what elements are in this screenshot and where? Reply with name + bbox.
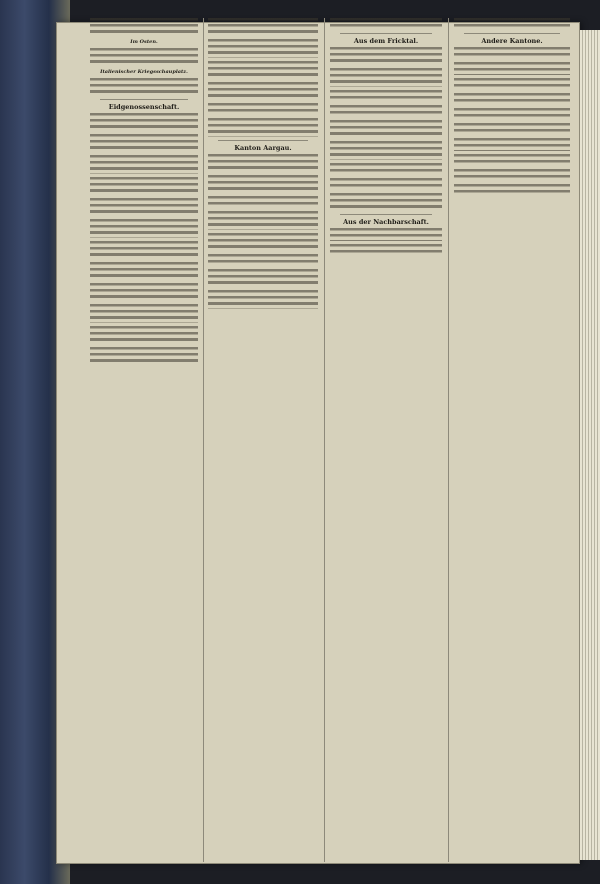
section-heading: Im Osten.: [130, 39, 158, 46]
column-rule: [448, 18, 449, 862]
article-paragraph: [208, 154, 318, 172]
article-paragraph: [208, 118, 318, 136]
article-paragraph: [454, 138, 570, 150]
article-paragraph: [208, 269, 318, 287]
article-paragraph: [330, 163, 442, 175]
article-paragraph: [330, 141, 442, 159]
article-paragraph: [330, 228, 442, 240]
article-paragraph: [90, 262, 198, 280]
article-paragraph: [90, 48, 198, 66]
article-paragraph: [208, 233, 318, 251]
article-paragraph: [208, 82, 318, 100]
article-paragraph: [90, 241, 198, 259]
column-1: [90, 18, 198, 862]
article-paragraph: [208, 290, 318, 308]
article-paragraph: [330, 68, 442, 86]
article-paragraph: [208, 18, 318, 36]
divider: [100, 99, 188, 100]
section-heading: Kanton Aargau.: [234, 143, 292, 152]
article-paragraph: [90, 283, 198, 301]
article-paragraph: [330, 244, 442, 256]
article-paragraph: [330, 193, 442, 211]
article-paragraph: [454, 123, 570, 135]
article-paragraph: [90, 134, 198, 152]
page-edge: [580, 30, 600, 860]
article-paragraph: [208, 61, 318, 79]
article-paragraph: [208, 254, 318, 266]
article-paragraph: [208, 175, 318, 193]
article-paragraph: [454, 78, 570, 90]
article-paragraph: [330, 120, 442, 138]
article-paragraph: [90, 326, 198, 344]
article-paragraph: [454, 47, 570, 59]
article-paragraph: [208, 103, 318, 115]
article-paragraph: [330, 18, 442, 30]
section-heading: Aus der Nachbarschaft.: [343, 218, 429, 227]
article-paragraph: [208, 196, 318, 208]
article-paragraph: [90, 18, 198, 36]
column-2: [208, 18, 318, 862]
article-paragraph: [330, 90, 442, 102]
article-paragraph: [330, 47, 442, 65]
section-heading: Eidgenossenschaft.: [108, 102, 180, 111]
article-paragraph: [454, 62, 570, 74]
column-3: [330, 18, 442, 862]
column-4: [454, 18, 570, 862]
article-paragraph: [90, 155, 198, 173]
divider: [464, 33, 560, 34]
article-paragraph: [330, 178, 442, 190]
section-heading: Aus dem Fricktal.: [353, 37, 419, 46]
article-paragraph: [208, 211, 318, 229]
divider: [340, 33, 432, 34]
article-paragraph: [90, 304, 198, 322]
article-paragraph: [90, 177, 198, 195]
article-paragraph: [208, 39, 318, 57]
section-heading: Italienischer Kriegsschauplatz.: [100, 69, 188, 76]
article-paragraph: [90, 219, 198, 237]
article-paragraph: [90, 78, 198, 96]
article-paragraph: [454, 108, 570, 120]
divider: [218, 140, 308, 141]
article-paragraph: [454, 154, 570, 166]
article-paragraph: [90, 113, 198, 131]
article-paragraph: [454, 169, 570, 181]
column-rule: [324, 18, 325, 862]
article-paragraph: [330, 105, 442, 117]
article-paragraph: [454, 184, 570, 196]
article-paragraph: [90, 347, 198, 365]
article-paragraph: [454, 18, 570, 30]
column-rule: [203, 18, 204, 862]
article-paragraph: [454, 93, 570, 105]
divider: [340, 214, 432, 215]
article-paragraph: [90, 198, 198, 216]
section-heading: Andere Kantone.: [481, 37, 543, 46]
